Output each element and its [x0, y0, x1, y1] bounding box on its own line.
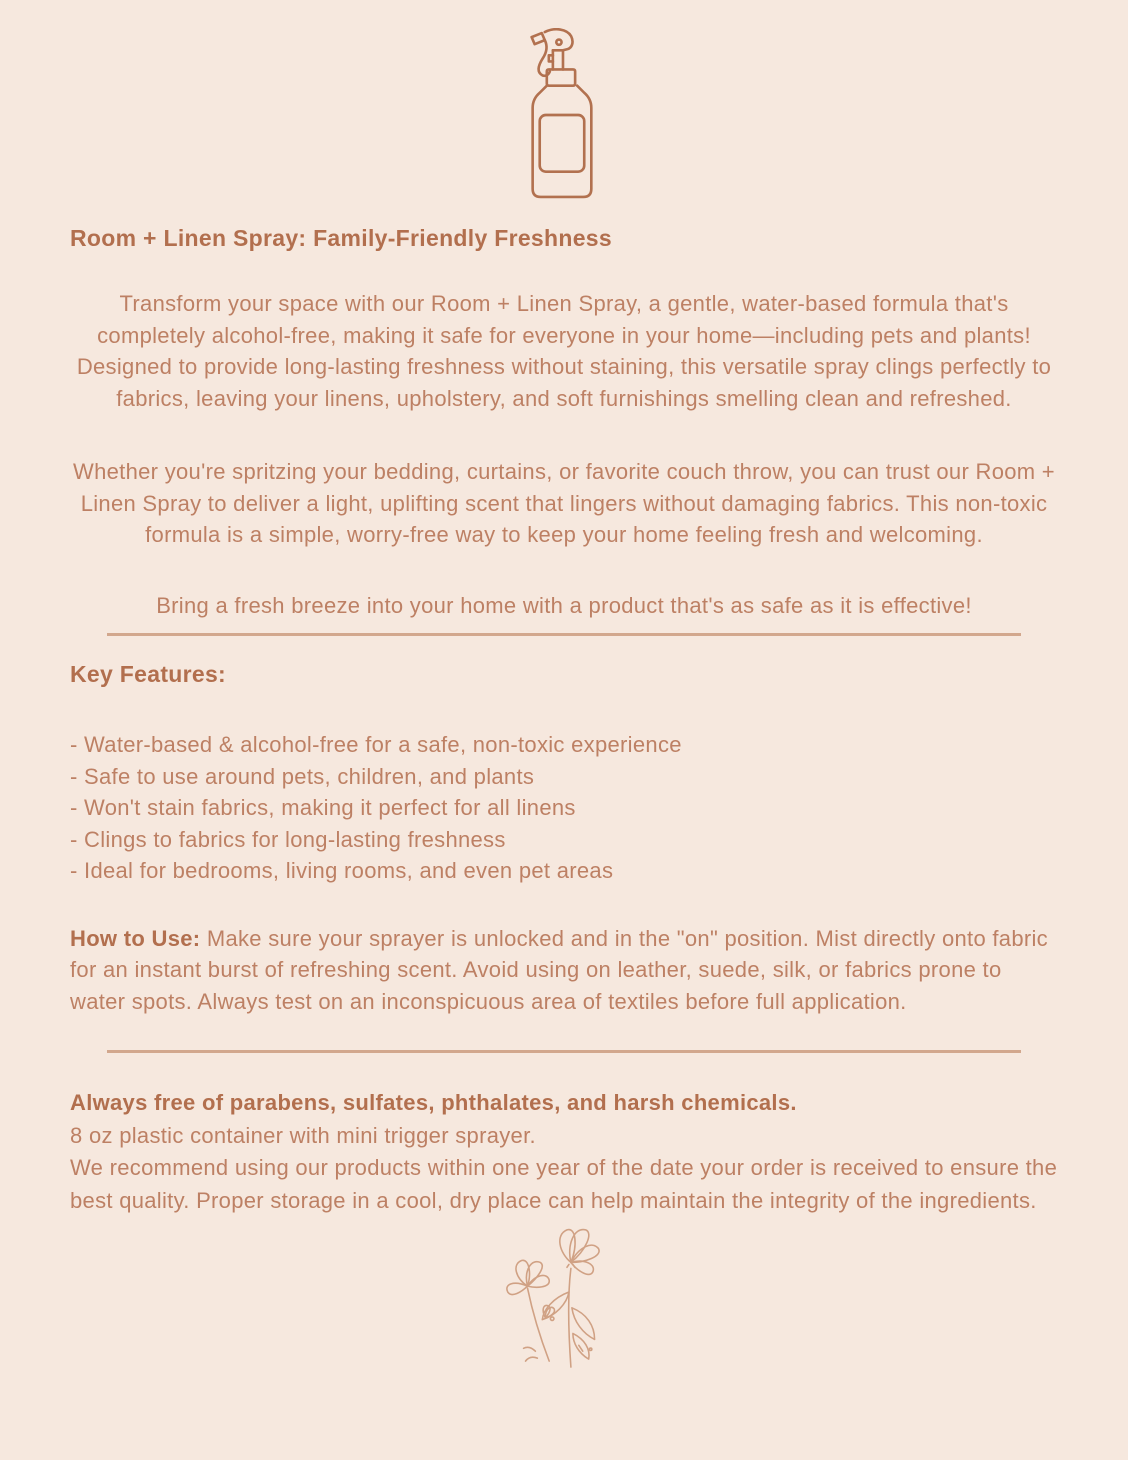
feature-item: - Won't stain fabrics, making it perfect for all linens — [70, 795, 576, 820]
storage-line: We recommend using our products within one year of the date your order is received to ensure the best quality. Proper storage in a cool, dry place can help maintain the integrity of the ingredients. — [70, 1155, 1058, 1213]
key-features-heading: Key Features: — [70, 661, 227, 687]
how-to-use-paragraph — [70, 923, 1058, 1018]
feature-item: - Water-based & alcohol-free for a safe, non-toxic experience — [70, 732, 682, 757]
page-title: Room + Linen Spray: Family-Friendly Freshness — [70, 225, 612, 251]
section-divider-bottom — [107, 1050, 1021, 1053]
header-illustration — [70, 28, 1058, 202]
how-to-use-text: Make sure your sprayer is unlocked and in the "on" position. Mist directly onto fabric for an instant burst of refreshing scent. Avoid using on leather, suede, silk, or fabrics prone to water spots. Always test on an inconspicuous area of textiles before full application. — [70, 925, 1048, 1014]
feature-item: - Clings to fabrics for long-lasting freshness — [70, 826, 506, 852]
intro-paragraph-3: Bring a fresh breeze into your home with a product that's as safe as it is effective! — [156, 592, 972, 618]
feature-item: - Ideal for bedrooms, living rooms, and even pet areas — [70, 858, 614, 883]
section-divider-top — [107, 633, 1021, 636]
wildflower-icon — [479, 1356, 649, 1373]
feature-item: - Safe to use around pets, children, and plants — [70, 763, 535, 789]
intro-paragraph-2: Whether you're spritzing your bedding, curtains, or favorite couch throw, you can trust our Room + Linen Spray to deliver a light, uplifting scent that lingers without damaging fabrics. This non-toxic formula is a simple, worry-free way to keep your home feeling fresh and welcoming. — [73, 459, 1055, 547]
intro-paragraph-1: Transform your space with our Room + Linen Spray, a gentle, water-based formula that's completely alcohol-free, making it safe for everyone in your home—including pets and plants! Designed to provide long-lasting freshness without staining, this versatile spray clings perfectly to fabrics, leaving your linens, upholstery, and soft furnishings smelling clean and refreshed. — [76, 291, 1052, 411]
footer-notes — [70, 1087, 1058, 1217]
how-to-use-label: How to Use: — [70, 925, 201, 951]
container-line: 8 oz plastic container with mini trigger sprayer. — [70, 1122, 536, 1148]
spray-bottle-icon — [518, 189, 610, 206]
key-features-list — [70, 729, 1058, 887]
footer-illustration — [70, 1221, 1058, 1374]
free-of-line: Always free of parabens, sulfates, phthalates, and harsh chemicals. — [70, 1090, 797, 1115]
